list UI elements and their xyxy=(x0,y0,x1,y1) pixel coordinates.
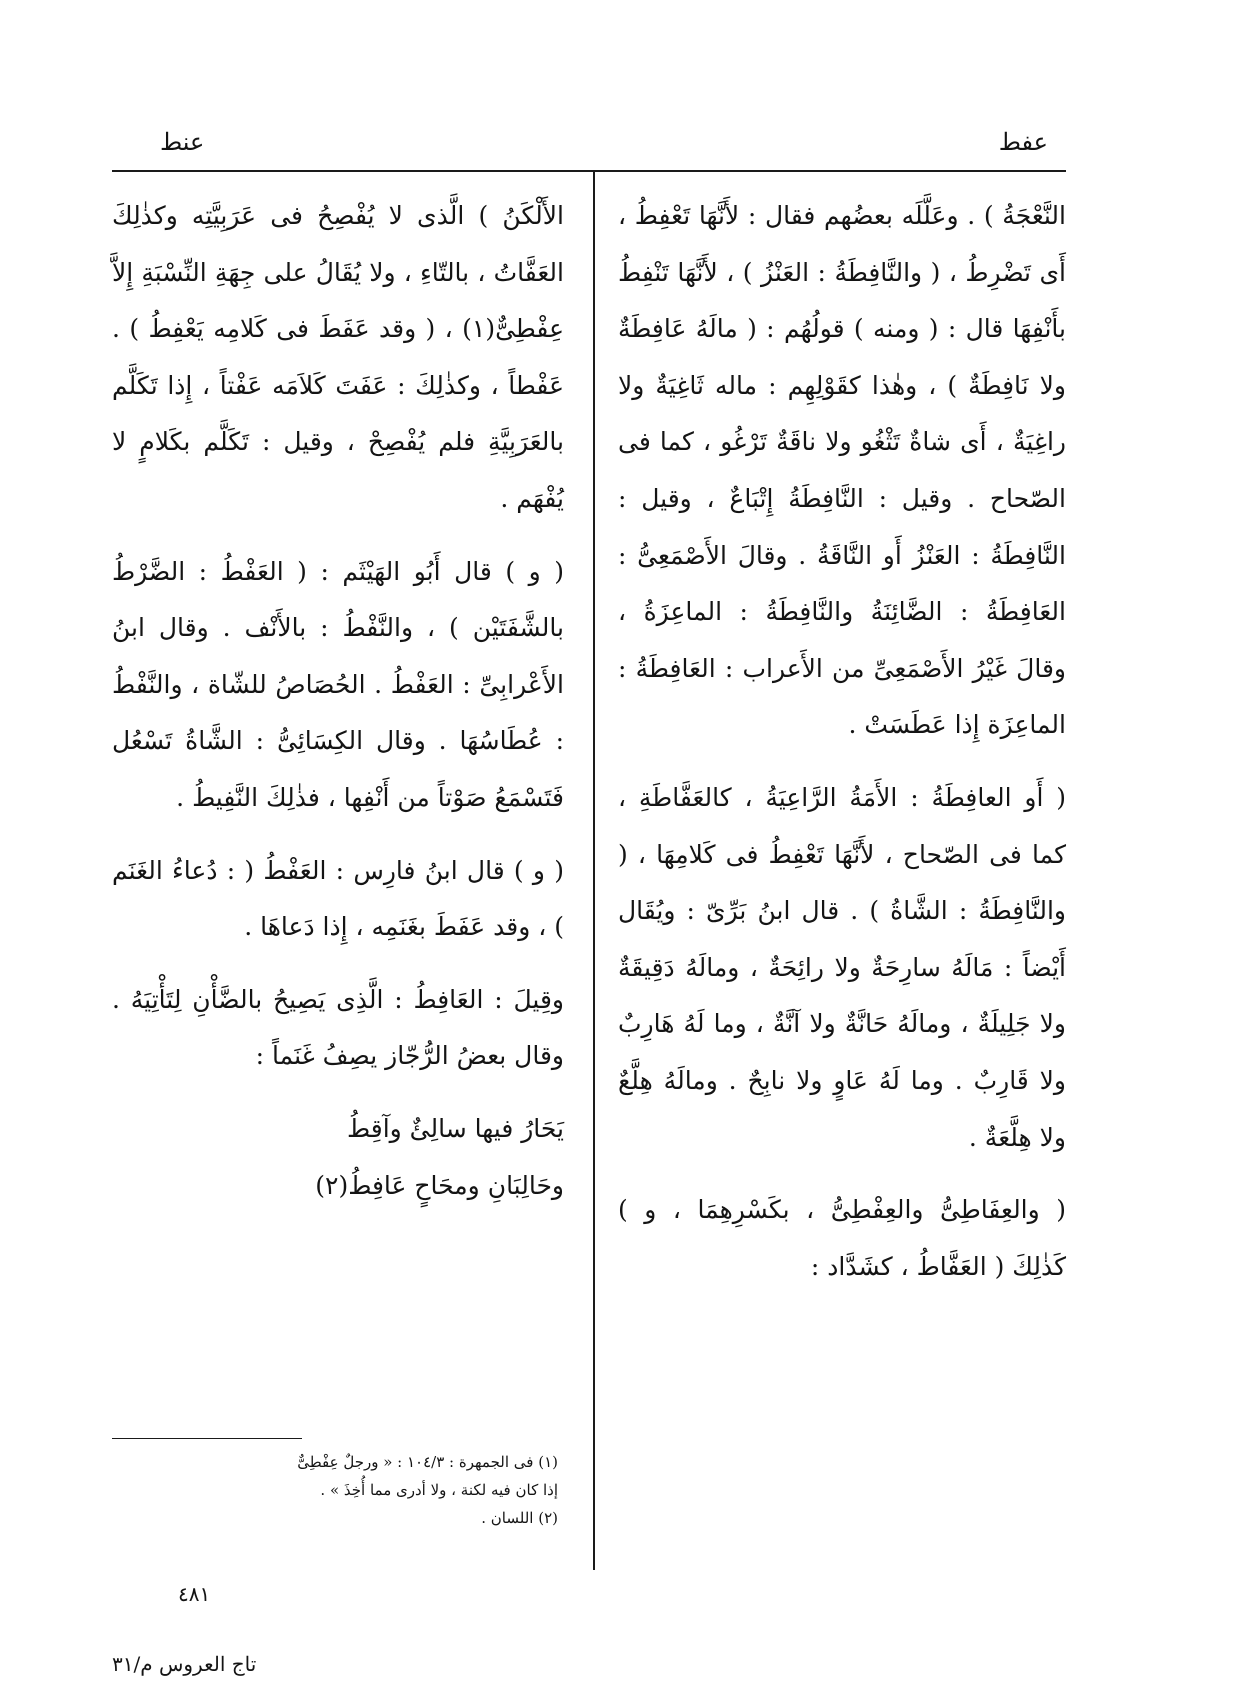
right-paragraph-3: ( والعِفَاطِىُّ والعِفْطِىُّ ، بكَسْرِهِمَا ، و ) كَذٰلِكَ ( العَفَّاطُ ، كشَدَّاد : xyxy=(618,1195,1066,1281)
page-number: ٤٨١ xyxy=(178,1582,211,1606)
column-divider xyxy=(593,170,595,1570)
left-paragraph-1: الأَلْكَنُ ) الَّذى لا يُفْصِحُ فى عَرَبِيَّتِه وكذٰلِكَ العَفَّاتُ ، بالتّاءِ ، ولا يُقَالُ على جِهَةِ النِّسْبَةِ إِلاَّ عِفْطِىٌّ(١) ، ( وقد عَفَطَ فى كَلامِه يَعْفِطُ ) . عَفْطاً ، وكذٰلِكَ : عَفَتَ كَلاَمَه عَفْتاً ، إِذا تَكَلَّم بالعَرَبِيَّةِ فلم يُفْصِحْ ، وقيل : تَكَلَّم بكَلامٍ لا يُفْهَم . xyxy=(112,201,564,513)
verse-line-1: يَحَارُ فيها سالِئٌ وآقِطُ xyxy=(347,1113,564,1143)
right-paragraph-2: ( أَو العافِطَةُ : الأَمَةُ الرَّاعِيَةُ ، كالعَفَّاطَةِ ، كما فى الصّحاح ، لأَنَّهَا تَعْفِطُ فى كَلامِهَا ، ( والنَّافِطَةُ : الشَّاةُ ) . قال ابنُ بَرِّىّ : ويُقَال أَيْضاً : مَالَهُ سارِحَةٌ ولا رائِحَةٌ ، ومالَهُ دَقِيقَةٌ ولا جَلِيلَةٌ ، ومالَهُ حَانَّةٌ ولا آنَّةٌ ، وما لَهُ هَارِبٌ ولا قَارِبٌ . وما لَهُ عَاوٍ ولا نابِحٌ . ومالَهُ هِلَّعٌ ولا هِلَّعَةٌ . xyxy=(618,782,1066,1152)
footnote-2: (٢) اللسان . xyxy=(481,1509,558,1527)
left-paragraph-2: ( و ) قال أَبُو الهَيْثَم : ( العَفْطُ : الضَّرْطُ بالشَّفَتَيْن ) ، والنَّفْطُ : بالأَنْف . وقال ابنُ الأَعْرابِىِّ : العَفْطُ . الحُصَاصُ للشّاة ، والنَّفْطُ : عُطَاسُهَا . وقال الكِسَائِىُّ : الشَّاةُ تَسْعُل فَتَسْمَعُ صَوْتاً من أَنْفِها ، فذٰلِكَ النَّفِيطُ . xyxy=(112,556,564,812)
footnotes xyxy=(118,1448,558,1532)
right-paragraph-1: النَّعْجَةُ ) . وعَلَّلَه بعضُهم فقال : لأَنَّهَا تَعْفِطُ ، أَى تَضْرِطُ ، ( والنَّافِطَةُ : العَنْزُ ) ، لأَنَّهَا تَنْفِطُ بأَنْفِهَا قال : ( ومنه ) قولُهُم : ( مالَهُ عَافِطَةٌ ولا نَافِطَةٌ ) ، وهٰذا كقَوْلِهِم : ماله ثَاغِيَةٌ ولا راغِيَةٌ ، أَى شاةٌ تَثْغُو ولا ناقَةٌ تَرْغُو ، كما فى الصّحاح . وقيل : النَّافِطَةُ إِتْبَاعٌ ، وقيل : النَّافِطَةُ : العَنْزُ أَو النَّاقَةُ . وقالَ الأَصْمَعِىُّ : العَافِطَةُ : الضَّائِنَةُ والنَّافِطَةُ : الماعِزَةُ ، وقالَ غَيْرُ الأَصْمَعِىِّ من الأَعراب : العَافِطَةُ : الماعِزَة إِذا عَطَسَتْ . xyxy=(618,201,1066,740)
left-column xyxy=(112,188,564,1214)
verse-line-2: وحَالِبَانِ ومحَاحٍ عَافِطُ(٢) xyxy=(315,1170,564,1200)
footnote-1-line-1: (١) فى الجمهرة : ١٠٤/٣ : « ورجلٌ عِفْطِىٌّ xyxy=(297,1453,558,1471)
header-rule xyxy=(112,170,1066,172)
left-paragraph-3: ( و ) قال ابنُ فارِس : العَفْطُ ( : دُعاءُ الغَنَم ) ، وقد عَفَطَ بغَنَمِه ، إِذا دَعاهَا . xyxy=(112,855,564,942)
left-running-head: عنط xyxy=(160,128,205,156)
footnote-1-line-2: إذا كان فيه لكنة ، ولا أدرى مما أُخِذَ » . xyxy=(320,1481,558,1499)
right-column xyxy=(618,188,1066,1295)
left-paragraph-4: وقِيلَ : العَافِطُ : الَّذِى يَصِيحُ بالضَّأْنِ لِتَأْتِيَهُ . وقال بعضُ الرُّجّاز يصِفُ غَنَماً : xyxy=(112,984,564,1071)
volume-signature: تاج العروس م/٣١ xyxy=(112,1652,257,1676)
footnote-rule xyxy=(112,1438,302,1439)
right-running-head: عفط xyxy=(998,128,1048,156)
